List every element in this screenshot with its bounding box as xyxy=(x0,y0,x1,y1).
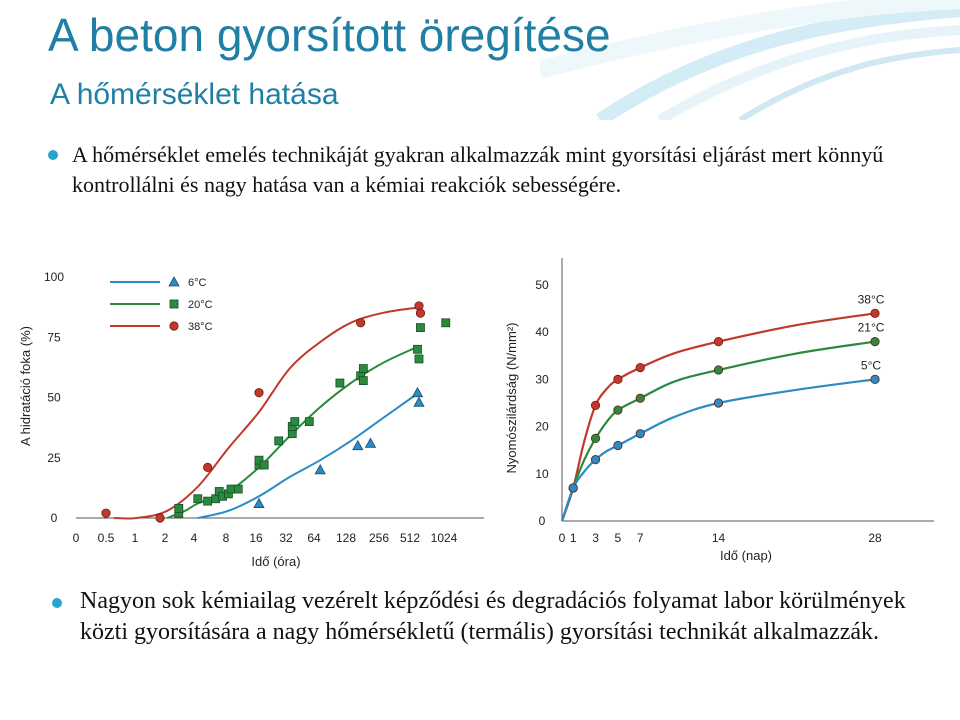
chart2-data-point xyxy=(614,375,622,383)
chart1-x-tick-label: 4 xyxy=(190,531,198,545)
chart1-data-point xyxy=(102,509,110,517)
chart2-data-point xyxy=(636,429,644,437)
chart2-data-point xyxy=(569,484,577,492)
chart2-data-point xyxy=(714,399,722,407)
strength-chart xyxy=(500,258,934,570)
chart1-fit-line xyxy=(198,393,419,518)
chart1-x-tick-label: 2 xyxy=(161,531,169,545)
chart1-y-tick-label: 75 xyxy=(47,330,61,345)
chart2-series-label: 38°C xyxy=(857,292,885,307)
chart2-series-label: 21°C xyxy=(857,320,885,335)
chart2-x-axis-label: Idő (nap) xyxy=(719,548,773,563)
chart2-x-tick-label: 14 xyxy=(711,531,726,545)
chart1-data-point xyxy=(414,397,424,406)
chart2-data-point xyxy=(614,406,622,414)
chart2-data-point xyxy=(636,394,644,402)
bullet-icon xyxy=(52,598,62,608)
chart1-legend-label: 6°C xyxy=(188,277,207,289)
chart1-data-point xyxy=(234,485,242,493)
chart1-data-point xyxy=(359,365,367,373)
chart2-data-point xyxy=(871,309,879,317)
chart1-data-point xyxy=(255,388,263,396)
chart1-x-tick-label: 128 xyxy=(335,531,357,545)
chart2-y-tick-label: 0 xyxy=(538,514,546,528)
chart2-series-label: 5°C xyxy=(860,358,882,373)
strength-chart-svg xyxy=(500,258,934,570)
chart1-data-point xyxy=(194,495,202,503)
chart1-data-point xyxy=(416,309,424,317)
chart1-data-point xyxy=(416,324,424,332)
chart1-x-tick-label: 8 xyxy=(222,531,230,545)
chart2-data-point xyxy=(636,363,644,371)
chart2-data-point xyxy=(714,337,722,345)
chart1-data-point xyxy=(442,319,450,327)
hydration-chart xyxy=(14,258,484,572)
chart1-y-tick-label: 25 xyxy=(47,450,61,465)
chart2-data-point xyxy=(871,375,879,383)
chart2-x-tick-label: 28 xyxy=(868,531,882,545)
chart1-data-point xyxy=(203,463,211,471)
bullet-text-2: Nagyon sok kémiailag vezérelt képződési és degradációs folyamat labor körülmények közti gyorsítására a nagy hőmérsékletű (termális) gyorsítási technikát alkalmazzák. xyxy=(80,588,906,645)
chart2-data-point xyxy=(591,455,599,463)
chart2-y-axis-label: Nyomószilárdság (N/mm²) xyxy=(504,322,519,474)
chart1-data-point xyxy=(359,377,367,385)
chart1-y-tick-label: 100 xyxy=(43,270,65,284)
chart1-legend-marker xyxy=(170,322,178,330)
chart2-y-tick-label: 40 xyxy=(535,325,549,340)
bullet-text-1: A hőmérséklet emelés technikáját gyakran alkalmazzák mint gyorsítási eljárást mert könnyű kontrollálni és nagy hatása van a kémiai reakciók sebességére. xyxy=(72,142,884,197)
chart1-x-tick-label: 1024 xyxy=(430,531,458,545)
chart1-x-tick-label: 32 xyxy=(279,531,293,545)
chart1-data-point xyxy=(414,345,422,353)
chart1-data-point xyxy=(353,441,363,450)
chart1-data-point xyxy=(336,379,344,387)
chart2-y-tick-label: 30 xyxy=(535,372,549,387)
chart2-x-tick-label: 3 xyxy=(592,531,599,545)
chart2-y-tick-label: 20 xyxy=(535,419,549,434)
chart1-x-tick-label: 64 xyxy=(307,531,321,545)
chart1-data-point xyxy=(356,319,364,327)
chart1-legend-label: 38°C xyxy=(188,321,213,333)
chart1-data-point xyxy=(305,418,313,426)
chart2-y-tick-label: 50 xyxy=(535,278,549,292)
chart2-x-tick-label: 7 xyxy=(636,531,644,545)
chart1-data-point xyxy=(156,514,164,522)
hydration-chart-svg xyxy=(14,258,484,572)
chart1-data-point xyxy=(315,465,325,474)
chart1-legend-label: 20°C xyxy=(188,299,213,311)
chart1-data-point xyxy=(254,499,264,508)
chart1-x-tick-label: 16 xyxy=(249,531,263,545)
chart1-x-tick-label: 1 xyxy=(131,531,139,545)
chart1-x-axis-label: Idő (óra) xyxy=(251,554,301,569)
slide-title: A beton gyorsított öregítése xyxy=(48,9,611,61)
chart1-data-point xyxy=(288,430,296,438)
chart2-data-point xyxy=(591,434,599,442)
slide-subtitle: A hőmérséklet hatása xyxy=(50,78,339,111)
chart1-legend-marker xyxy=(169,277,179,286)
bullet-icon xyxy=(48,150,58,160)
chart1-fit-line xyxy=(114,308,419,519)
chart1-y-tick-label: 0 xyxy=(50,511,58,525)
chart1-y-axis-label: A hidratáció foka (%) xyxy=(18,326,33,446)
chart2-data-point xyxy=(871,337,879,345)
chart2-y-tick-label: 10 xyxy=(535,466,549,481)
chart2-x-tick-label: 0 xyxy=(558,531,566,545)
chart1-x-tick-label: 512 xyxy=(399,531,421,545)
chart1-data-point xyxy=(275,437,283,445)
chart1-data-point xyxy=(413,388,423,397)
chart1-x-tick-label: 256 xyxy=(368,531,390,545)
chart2-x-tick-label: 5 xyxy=(614,531,622,545)
chart1-data-point xyxy=(415,355,423,363)
chart1-x-tick-label: 0 xyxy=(72,531,80,545)
chart1-y-tick-label: 50 xyxy=(47,390,61,405)
chart2-data-point xyxy=(591,401,599,409)
chart2-data-point xyxy=(714,366,722,374)
chart2-data-point xyxy=(614,441,622,449)
chart1-data-point xyxy=(175,504,183,512)
chart1-data-point xyxy=(260,461,268,469)
chart1-x-tick-label: 0.5 xyxy=(97,531,115,545)
chart1-data-point xyxy=(291,418,299,426)
chart1-legend-marker xyxy=(170,300,178,308)
chart2-x-tick-label: 1 xyxy=(569,531,577,545)
chart1-data-point xyxy=(366,438,376,447)
chart1-data-point xyxy=(204,497,212,505)
